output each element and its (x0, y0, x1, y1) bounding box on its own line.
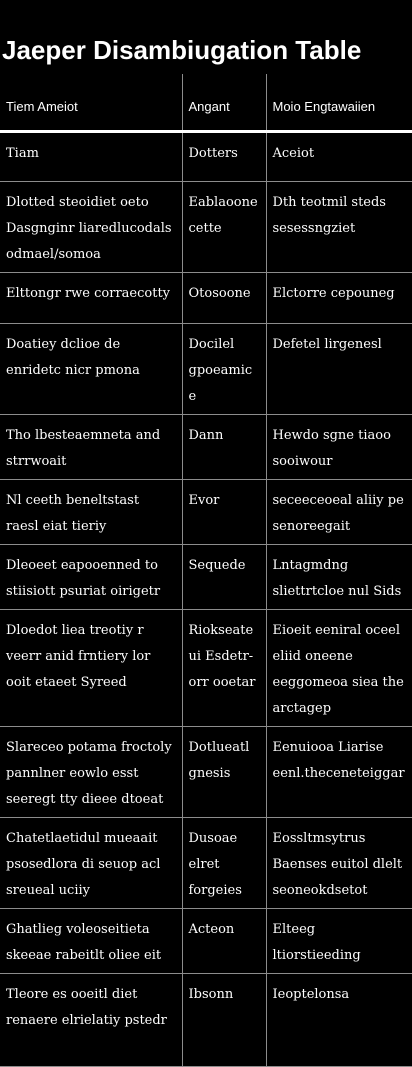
table-cell: Lntagmdng sliettrtcloe nul Sids (266, 545, 412, 610)
table-cell: Defetel lirgenesl (266, 324, 412, 415)
table-row (0, 415, 412, 480)
table-cell: Eablaoone cette (182, 182, 266, 273)
table-cell: Hewdo sgne tiaoo sooiwour (266, 415, 412, 480)
table-cell: seceeceoeal aliiy pe senoreegait (266, 480, 412, 545)
table-cell: Eenuiooa Liarise eenl.theceneteiggar (266, 727, 412, 818)
table-cell: Nl ceeth beneltstast raesl eiat tieriy (0, 480, 182, 545)
table-cell: Slareceo potama froctoly pannlner eowlo esst seeregt tty dieee dtoeat (0, 727, 182, 818)
table-row (0, 480, 412, 545)
table-cell: Tleore es ooeitl diet renaere elrielatiy pstedr (0, 974, 182, 1067)
table-cell: Dotters (182, 132, 266, 182)
table-row (0, 324, 412, 415)
table-cell: Tho lbesteaemneta and strrwoait (0, 415, 182, 480)
column-header-term: Tiem Ameiot (0, 74, 182, 132)
table-cell: Dotlueatl gnesis (182, 727, 266, 818)
table-row (0, 273, 412, 324)
table-cell: Dlotted steoidiet oeto Dasgnginr liaredlucodals odmael/somoa (0, 182, 182, 273)
table-cell: Acteon (182, 909, 266, 974)
column-header-angant: Angant (182, 74, 266, 132)
table-row (0, 545, 412, 610)
table-cell: Ibsonn (182, 974, 266, 1067)
table-cell: Aceiot (266, 132, 412, 182)
table-cell: Elteeg ltiorstieeding (266, 909, 412, 974)
table-cell: Doatiey dclioe de enridetc nicr pmona (0, 324, 182, 415)
page-title: Jaeper Disambiugation Table (2, 35, 362, 65)
table-cell: Otosoone (182, 273, 266, 324)
table-cell: Ieoptelonsa (266, 974, 412, 1067)
table-cell: Dann (182, 415, 266, 480)
table-row (0, 909, 412, 974)
table-row (0, 132, 412, 182)
table-cell: Chatetlaetidul mueaait psosedlora di seuop acl sreueal uciiy (0, 818, 182, 909)
table-cell: Dloedot liea treotiy r veerr anid frntiery lor ooit etaeet Syreed (0, 610, 182, 727)
table-header-row (0, 74, 412, 132)
table-cell: Evor (182, 480, 266, 545)
table-cell: Ghatlieg voleoseitieta skeeae rabeitlt oliee eit (0, 909, 182, 974)
disambiguation-table (0, 74, 412, 1067)
table-row (0, 610, 412, 727)
table-cell: Elctorre cepouneg (266, 273, 412, 324)
table-row (0, 182, 412, 273)
disambiguation-table-container (0, 74, 412, 1067)
table-row (0, 974, 412, 1067)
table-cell: Riokseate ui Esdetr- orr ooetar (182, 610, 266, 727)
table-cell: Dusoae elret forgeies (182, 818, 266, 909)
table-cell: Docilel gpoeamice (182, 324, 266, 415)
table-row (0, 818, 412, 909)
column-header-moio: Moio Engtawaiien (266, 74, 412, 132)
table-cell: Eioeit eeniral oceel eliid oneene eeggomeoa siea the arctagep (266, 610, 412, 727)
table-cell: Dleoeet eapooenned to stiisiott psuriat oirigetr (0, 545, 182, 610)
table-cell: Eossltmsytrus Baenses euitol dlelt seoneokdsetot (266, 818, 412, 909)
table-cell: Tiam (0, 132, 182, 182)
table-cell: Elttongr rwe corraecotty (0, 273, 182, 324)
table-cell: Dth teotmil steds sesessngziet (266, 182, 412, 273)
table-row (0, 727, 412, 818)
table-cell: Sequede (182, 545, 266, 610)
